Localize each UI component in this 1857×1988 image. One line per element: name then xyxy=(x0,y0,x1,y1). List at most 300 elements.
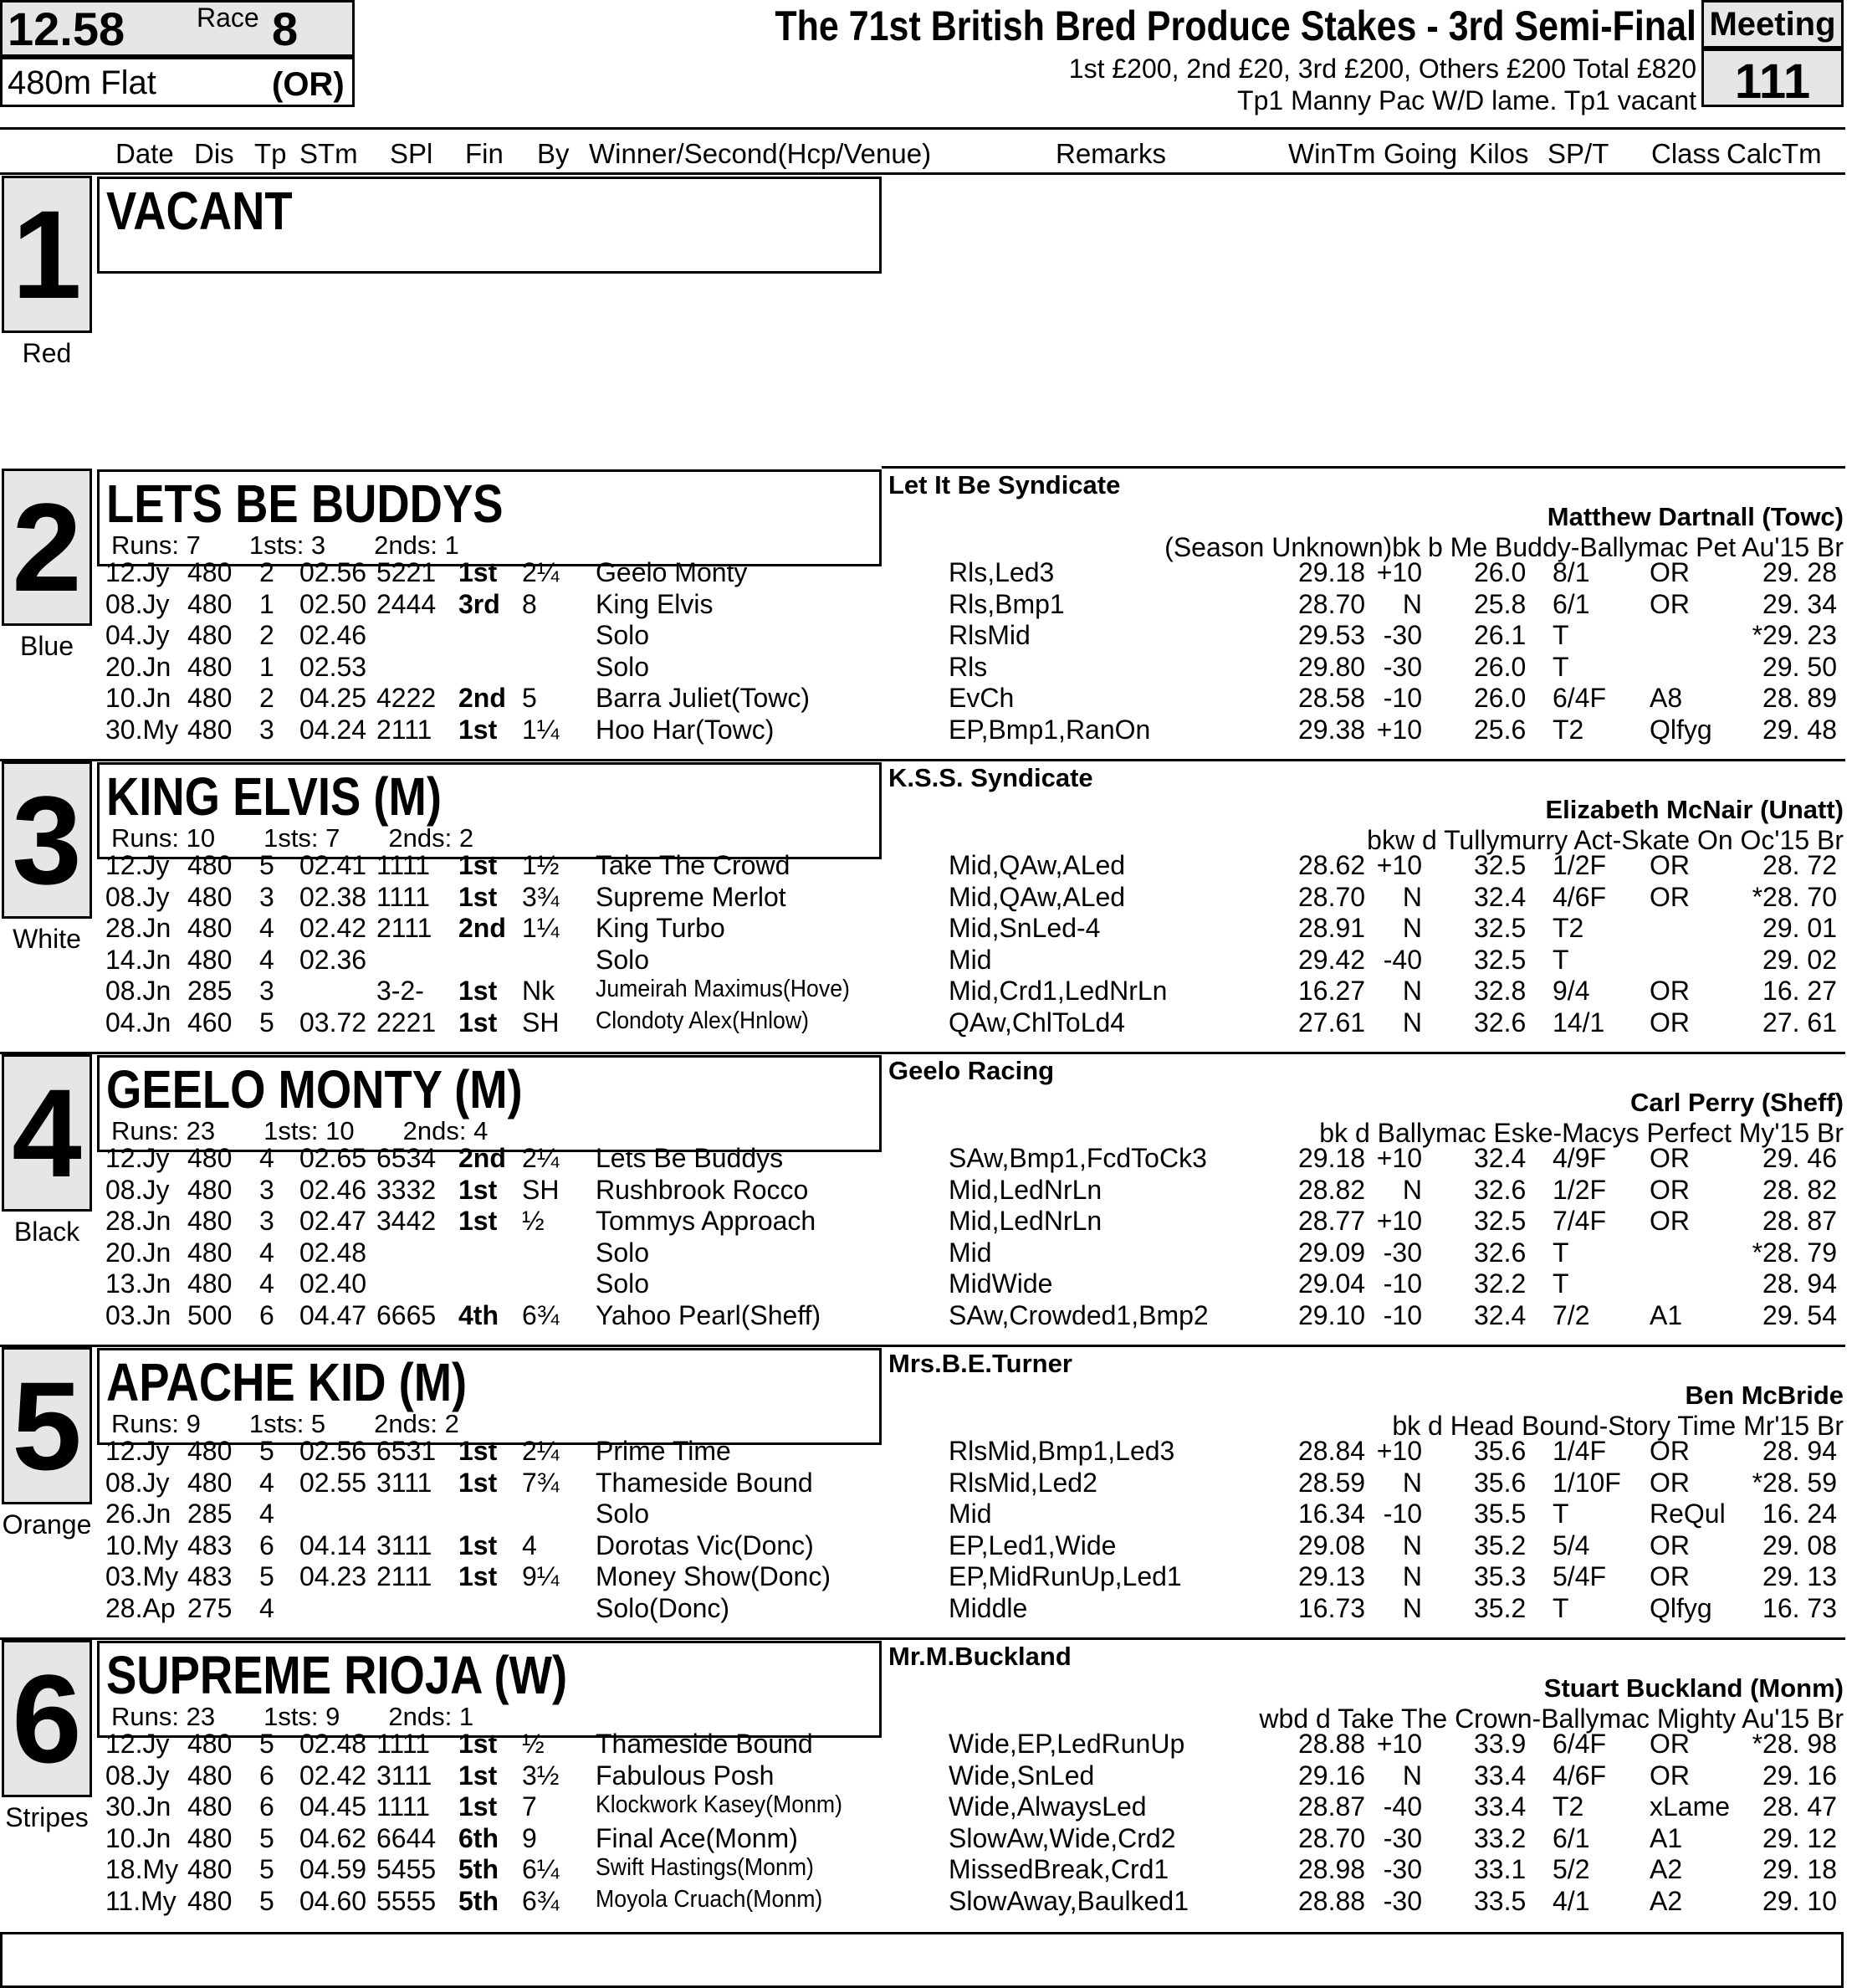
form-date: 26.Jn xyxy=(105,1499,171,1529)
form-tp: 5 xyxy=(259,1885,274,1916)
stat-firsts: 1sts: 10 xyxy=(263,1116,355,1145)
form-calctm: 29. 18 xyxy=(1762,1854,1837,1884)
form-tp: 3 xyxy=(259,1206,274,1236)
form-calctm: 16. 73 xyxy=(1762,1592,1837,1623)
form-by: 5 xyxy=(522,683,537,713)
form-fin: 1st xyxy=(458,1206,498,1236)
dog-owner: Mr.M.Buckland xyxy=(888,1642,1072,1671)
trap-number: 3 xyxy=(2,761,92,919)
form-class: OR xyxy=(1650,1206,1690,1236)
form-spl: 3111 xyxy=(376,1529,432,1560)
form-calctm: 16. 24 xyxy=(1762,1499,1837,1529)
form-class: A1 xyxy=(1650,1299,1683,1330)
form-by: 6¾ xyxy=(522,1885,560,1916)
form-spl: 2444 xyxy=(376,588,437,619)
form-calctm: 29. 02 xyxy=(1762,944,1837,975)
form-date: 10.Jn xyxy=(105,1822,171,1853)
form-fin: 1st xyxy=(458,557,498,587)
meeting-label-box xyxy=(1701,0,1844,49)
form-dis: 480 xyxy=(187,714,233,745)
form-kilos: 35.6 xyxy=(1474,1436,1527,1466)
form-remarks: Mid xyxy=(949,1499,992,1529)
stat-seconds: 2nds: 4 xyxy=(402,1116,489,1145)
form-spl: 6531 xyxy=(376,1436,437,1466)
form-row xyxy=(0,1145,1857,1176)
form-dis: 480 xyxy=(187,620,233,650)
form-kilos: 32.5 xyxy=(1474,944,1527,975)
form-winner: Dorotas Vic(Donc) xyxy=(596,1529,814,1560)
form-calctm: 27. 61 xyxy=(1762,1007,1837,1038)
form-going: -40 xyxy=(1383,1791,1422,1821)
form-fin: 1st xyxy=(458,1791,498,1821)
form-kilos: 32.5 xyxy=(1474,1206,1527,1236)
trap-divider xyxy=(0,1052,1845,1054)
form-tp: 5 xyxy=(259,1561,274,1591)
form-tp: 6 xyxy=(259,1529,274,1560)
form-remarks: SAw,Crowded1,Bmp2 xyxy=(949,1299,1209,1330)
form-kilos: 32.4 xyxy=(1474,881,1527,912)
form-remarks: Wide,AlwaysLed xyxy=(949,1791,1147,1821)
form-spt: 5/4F xyxy=(1553,1561,1607,1591)
form-fin: 1st xyxy=(458,881,498,912)
meeting-number-box xyxy=(1701,49,1844,107)
form-winner: King Turbo xyxy=(596,913,725,943)
dog-trainer: Carl Perry (Sheff) xyxy=(1630,1088,1844,1117)
form-tp: 4 xyxy=(259,944,274,975)
form-remarks: Mid xyxy=(949,1237,992,1268)
form-going: -10 xyxy=(1383,1499,1422,1529)
dog-name: VACANT xyxy=(106,181,293,241)
form-wintm: 16.27 xyxy=(1298,976,1366,1006)
form-stm: 04.24 xyxy=(299,714,367,745)
form-by: 2¼ xyxy=(522,1143,560,1173)
form-kilos: 26.0 xyxy=(1474,683,1527,713)
form-row xyxy=(0,1009,1857,1040)
form-row xyxy=(0,1176,1857,1207)
form-remarks: Mid xyxy=(949,944,992,975)
col-date: Date xyxy=(115,138,174,169)
form-remarks: Wide,SnLed xyxy=(949,1760,1095,1791)
form-dis: 480 xyxy=(187,557,233,587)
form-winner: Solo xyxy=(596,1499,650,1529)
form-kilos: 32.2 xyxy=(1474,1268,1527,1299)
form-by: 6¾ xyxy=(522,1299,560,1330)
form-tp: 6 xyxy=(259,1299,274,1330)
header-divider xyxy=(0,127,1845,130)
form-row xyxy=(0,946,1857,977)
form-remarks: EP,Bmp1,RanOn xyxy=(949,714,1151,745)
form-tp: 4 xyxy=(259,913,274,943)
dog-stats xyxy=(111,1409,508,1439)
race-note: Tp1 Manny Pac W/D lame. Tp1 vacant xyxy=(1237,85,1696,115)
dog-name-box xyxy=(97,469,882,566)
col-remarks: Remarks xyxy=(1056,138,1167,169)
form-stm: 04.14 xyxy=(299,1529,367,1560)
form-winner: Tommys Approach xyxy=(596,1206,816,1236)
form-dis: 275 xyxy=(187,1592,233,1623)
form-spt: 14/1 xyxy=(1553,1007,1605,1038)
form-by: 1½ xyxy=(522,850,560,880)
form-kilos: 35.6 xyxy=(1474,1467,1527,1498)
col-tp: Tp xyxy=(254,138,287,169)
form-class: OR xyxy=(1650,1561,1690,1591)
form-dis: 285 xyxy=(187,976,233,1006)
form-wintm: 29.18 xyxy=(1298,557,1366,587)
form-stm: 04.60 xyxy=(299,1885,367,1916)
form-wintm: 28.58 xyxy=(1298,683,1366,713)
race-label: Race xyxy=(197,3,259,33)
form-row xyxy=(0,1793,1857,1824)
form-tp: 3 xyxy=(259,881,274,912)
form-dis: 480 xyxy=(187,1206,233,1236)
form-spl: 3332 xyxy=(376,1174,437,1205)
form-dis: 500 xyxy=(187,1299,233,1330)
form-row xyxy=(0,559,1857,590)
form-going: -30 xyxy=(1383,651,1422,682)
form-kilos: 32.5 xyxy=(1474,850,1527,880)
form-row xyxy=(0,716,1857,747)
form-tp: 3 xyxy=(259,1174,274,1205)
form-kilos: 25.8 xyxy=(1474,588,1527,619)
form-by: 4 xyxy=(522,1529,537,1560)
form-tp: 1 xyxy=(259,651,274,682)
form-stm: 02.65 xyxy=(299,1143,367,1173)
form-stm: 02.46 xyxy=(299,620,367,650)
form-dis: 480 xyxy=(187,1268,233,1299)
dog-name: SUPREME RIOJA (W) xyxy=(106,1645,568,1705)
dog-name-box xyxy=(97,1348,882,1445)
form-calctm: 29. 12 xyxy=(1762,1822,1837,1853)
form-spt: 7/2 xyxy=(1553,1299,1590,1330)
form-by: 1¼ xyxy=(522,714,560,745)
form-going: -30 xyxy=(1383,1822,1422,1853)
footer-box xyxy=(0,1932,1844,1988)
form-going: -10 xyxy=(1383,1268,1422,1299)
form-tp: 5 xyxy=(259,1729,274,1759)
form-dis: 480 xyxy=(187,881,233,912)
form-row xyxy=(0,1762,1857,1793)
form-class: A1 xyxy=(1650,1822,1683,1853)
trap-colour: Blue xyxy=(19,631,74,661)
form-kilos: 33.9 xyxy=(1474,1729,1527,1759)
form-calctm: 29. 34 xyxy=(1762,588,1837,619)
form-row xyxy=(0,1563,1857,1594)
form-dis: 480 xyxy=(187,651,233,682)
form-kilos: 32.8 xyxy=(1474,976,1527,1006)
form-going: N xyxy=(1402,976,1422,1006)
form-fin: 1st xyxy=(458,1529,498,1560)
col-class: Class xyxy=(1651,138,1721,169)
form-remarks: Rls,Led3 xyxy=(949,557,1055,587)
form-date: 08.Jy xyxy=(105,1760,170,1791)
form-dis: 480 xyxy=(187,850,233,880)
form-spt: 1/4F xyxy=(1553,1436,1607,1466)
col-stm: STm xyxy=(299,138,358,169)
form-by: 9 xyxy=(522,1822,537,1853)
form-by: 7 xyxy=(522,1791,537,1821)
form-wintm: 16.73 xyxy=(1298,1592,1366,1623)
race-time-box xyxy=(0,0,355,57)
form-row xyxy=(0,977,1857,1008)
form-kilos: 26.0 xyxy=(1474,651,1527,682)
form-class: OR xyxy=(1650,850,1690,880)
form-remarks: SlowAway,Baulked1 xyxy=(949,1885,1189,1916)
form-remarks: RlsMid,Led2 xyxy=(949,1467,1097,1498)
form-spl: 1111 xyxy=(376,850,431,880)
race-distance: 480m Flat xyxy=(8,64,156,101)
form-spt: T2 xyxy=(1553,913,1584,943)
col-going: Going xyxy=(1384,138,1458,169)
form-stm: 02.53 xyxy=(299,651,367,682)
form-spl: 3-2- xyxy=(376,976,424,1006)
form-wintm: 29.80 xyxy=(1298,651,1366,682)
form-tp: 6 xyxy=(259,1791,274,1821)
form-winner: Moyola Cruach(Monm) xyxy=(596,1885,823,1913)
meeting-label: Meeting xyxy=(1709,6,1836,43)
form-stm: 02.40 xyxy=(299,1268,367,1299)
form-winner: Money Show(Donc) xyxy=(596,1561,831,1591)
form-going: +10 xyxy=(1376,1729,1422,1759)
form-wintm: 28.84 xyxy=(1298,1436,1366,1466)
form-wintm: 29.53 xyxy=(1298,620,1366,650)
form-wintm: 28.77 xyxy=(1298,1206,1366,1236)
form-dis: 480 xyxy=(187,1854,233,1884)
form-spl: 3111 xyxy=(376,1760,432,1791)
form-by: 6¼ xyxy=(522,1854,560,1884)
form-tp: 3 xyxy=(259,714,274,745)
form-date: 03.Jn xyxy=(105,1299,171,1330)
form-date: 04.Jn xyxy=(105,1007,171,1038)
form-kilos: 33.2 xyxy=(1474,1822,1527,1853)
form-calctm: 29. 46 xyxy=(1762,1143,1837,1173)
stat-seconds: 2nds: 2 xyxy=(388,823,474,853)
dog-owner: Let It Be Syndicate xyxy=(888,470,1121,500)
stat-firsts: 1sts: 5 xyxy=(248,1409,326,1438)
form-spl: 5455 xyxy=(376,1854,437,1884)
form-date: 20.Jn xyxy=(105,1237,171,1268)
form-wintm: 29.18 xyxy=(1298,1143,1366,1173)
form-date: 18.My xyxy=(105,1854,179,1884)
form-date: 08.Jy xyxy=(105,1467,170,1498)
form-dis: 480 xyxy=(187,1791,233,1821)
race-grade: (OR) xyxy=(272,66,345,103)
form-wintm: 29.04 xyxy=(1298,1268,1366,1299)
form-calctm: *28. 79 xyxy=(1752,1237,1837,1268)
form-stm: 02.42 xyxy=(299,913,367,943)
form-dis: 480 xyxy=(187,913,233,943)
form-fin: 2nd xyxy=(458,913,506,943)
race-title: The 71st British Bred Produce Stakes - 3rd Semi-Final xyxy=(775,3,1696,49)
form-class: OR xyxy=(1650,1007,1690,1038)
form-stm: 04.62 xyxy=(299,1822,367,1853)
column-header-divider xyxy=(0,172,1845,175)
stat-firsts: 1sts: 3 xyxy=(248,530,326,560)
form-spt: 4/1 xyxy=(1553,1885,1590,1916)
form-fin: 5th xyxy=(458,1854,499,1884)
form-date: 11.My xyxy=(105,1885,176,1916)
dog-name-box xyxy=(97,1641,882,1738)
form-by: 2¼ xyxy=(522,557,560,587)
form-winner: Klockwork Kasey(Monm) xyxy=(596,1791,843,1818)
form-kilos: 25.6 xyxy=(1474,714,1527,745)
form-calctm: 28. 89 xyxy=(1762,683,1837,713)
col-by: By xyxy=(537,138,570,169)
dog-name-box xyxy=(97,762,882,859)
form-kilos: 32.6 xyxy=(1474,1007,1527,1038)
form-spl: 5555 xyxy=(376,1885,437,1916)
form-row xyxy=(0,1856,1857,1887)
form-spl: 1111 xyxy=(376,1791,431,1821)
form-calctm: 28. 72 xyxy=(1762,850,1837,880)
form-date: 13.Jn xyxy=(105,1268,171,1299)
trap-divider xyxy=(0,1637,1845,1640)
form-tp: 4 xyxy=(259,1499,274,1529)
form-calctm: *28. 59 xyxy=(1752,1467,1837,1498)
form-remarks: EP,MidRunUp,Led1 xyxy=(949,1561,1182,1591)
form-tp: 3 xyxy=(259,976,274,1006)
form-date: 03.My xyxy=(105,1561,179,1591)
dog-breeding: bk d Ballymac Eske-Macys Perfect My'15 Br xyxy=(1319,1118,1844,1148)
form-remarks: EvCh xyxy=(949,683,1015,713)
trap-divider xyxy=(0,1345,1845,1347)
form-row xyxy=(0,1885,1857,1919)
form-dis: 480 xyxy=(187,1143,233,1173)
form-class: OR xyxy=(1650,1529,1690,1560)
form-stm: 03.72 xyxy=(299,1007,367,1038)
form-class: A8 xyxy=(1650,683,1683,713)
col-spl: SPl xyxy=(390,138,433,169)
form-going: -30 xyxy=(1383,1885,1422,1916)
form-date: 12.Jy xyxy=(105,1436,170,1466)
form-stm: 02.38 xyxy=(299,881,367,912)
form-winner: Clondoty Alex(Hnlow) xyxy=(596,1007,810,1034)
form-date: 08.Jy xyxy=(105,1174,170,1205)
form-tp: 2 xyxy=(259,683,274,713)
form-spt: 7/4F xyxy=(1553,1206,1607,1236)
form-fin: 1st xyxy=(458,1760,498,1791)
form-by: 2¼ xyxy=(522,1436,560,1466)
form-date: 12.Jy xyxy=(105,850,170,880)
meeting-number: 111 xyxy=(1734,54,1811,109)
form-kilos: 33.4 xyxy=(1474,1760,1527,1791)
form-tp: 5 xyxy=(259,1007,274,1038)
form-winner: Rushbrook Rocco xyxy=(596,1174,809,1205)
form-spt: T xyxy=(1553,1268,1569,1299)
form-wintm: 28.70 xyxy=(1298,1822,1366,1853)
form-row xyxy=(0,1469,1857,1500)
form-remarks: Mid,LedNrLn xyxy=(949,1174,1102,1205)
form-winner: Take The Crowd xyxy=(596,850,790,880)
form-class: Qlfyg xyxy=(1650,714,1712,745)
dog-breeding: bk d Head Bound-Story Time Mr'15 Br xyxy=(1392,1411,1844,1441)
form-wintm: 29.09 xyxy=(1298,1237,1366,1268)
form-remarks: Wide,EP,LedRunUp xyxy=(949,1729,1185,1759)
form-going: N xyxy=(1402,1007,1422,1038)
form-spt: 1/2F xyxy=(1553,1174,1607,1205)
form-date: 28.Jn xyxy=(105,913,171,943)
form-calctm: 28. 82 xyxy=(1762,1174,1837,1205)
form-going: -10 xyxy=(1383,1299,1422,1330)
form-kilos: 33.4 xyxy=(1474,1791,1527,1821)
form-fin: 1st xyxy=(458,1007,498,1038)
form-class: OR xyxy=(1650,1174,1690,1205)
form-stm: 04.45 xyxy=(299,1791,367,1821)
form-calctm: 29. 16 xyxy=(1762,1760,1837,1791)
col-dis: Dis xyxy=(194,138,234,169)
form-tp: 4 xyxy=(259,1467,274,1498)
form-date: 30.My xyxy=(105,714,179,745)
stat-runs: Runs: 23 xyxy=(111,1702,216,1731)
form-row xyxy=(0,1207,1857,1238)
form-tp: 5 xyxy=(259,1436,274,1466)
form-going: -30 xyxy=(1383,1854,1422,1884)
form-by: 1¼ xyxy=(522,913,560,943)
dog-stats xyxy=(111,1702,522,1732)
form-fin: 2nd xyxy=(458,1143,506,1173)
col-winner: Winner/Second(Hcp/Venue) xyxy=(589,138,932,169)
form-going: +10 xyxy=(1376,714,1422,745)
form-stm: 02.42 xyxy=(299,1760,367,1791)
form-tp: 5 xyxy=(259,850,274,880)
trap-divider xyxy=(882,466,1845,469)
form-fin: 1st xyxy=(458,1561,498,1591)
form-spl: 3111 xyxy=(376,1467,432,1498)
dog-breeding: (Season Unknown)bk b Me Buddy-Ballymac Pet Au'15 Br xyxy=(1164,532,1844,562)
form-spt: 6/4F xyxy=(1553,683,1607,713)
form-remarks: Rls,Bmp1 xyxy=(949,588,1065,619)
form-wintm: 29.10 xyxy=(1298,1299,1366,1330)
form-stm: 02.48 xyxy=(299,1237,367,1268)
form-kilos: 32.6 xyxy=(1474,1237,1527,1268)
form-winner: Final Ace(Monm) xyxy=(596,1822,798,1853)
form-remarks: Mid,LedNrLn xyxy=(949,1206,1102,1236)
form-row xyxy=(0,881,1857,915)
form-row xyxy=(0,1239,1857,1270)
form-dis: 285 xyxy=(187,1499,233,1529)
form-spl: 2111 xyxy=(376,913,432,943)
form-kilos: 32.4 xyxy=(1474,1143,1527,1173)
form-date: 12.Jy xyxy=(105,1729,170,1759)
form-winner: Yahoo Pearl(Sheff) xyxy=(596,1299,821,1330)
form-spt: 5/2 xyxy=(1553,1854,1590,1884)
stat-firsts: 1sts: 7 xyxy=(263,823,340,853)
form-class: Qlfyg xyxy=(1650,1592,1712,1623)
form-dis: 480 xyxy=(187,1760,233,1791)
form-fin: 4th xyxy=(458,1299,499,1330)
form-class: OR xyxy=(1650,976,1690,1006)
form-spl: 3442 xyxy=(376,1206,437,1236)
race-distance-box xyxy=(0,57,355,107)
form-winner: Fabulous Posh xyxy=(596,1760,775,1791)
form-wintm: 28.91 xyxy=(1298,913,1366,943)
form-wintm: 28.70 xyxy=(1298,881,1366,912)
form-row xyxy=(0,684,1857,715)
form-wintm: 29.42 xyxy=(1298,944,1366,975)
form-date: 08.Jy xyxy=(105,588,170,619)
form-wintm: 29.38 xyxy=(1298,714,1366,745)
form-class: OR xyxy=(1650,881,1690,912)
form-wintm: 28.59 xyxy=(1298,1467,1366,1498)
form-row xyxy=(0,1437,1857,1468)
form-winner: Solo xyxy=(596,1237,650,1268)
form-date: 14.Jn xyxy=(105,944,171,975)
form-going: N xyxy=(1402,913,1422,943)
form-dis: 483 xyxy=(187,1529,233,1560)
form-kilos: 35.2 xyxy=(1474,1529,1527,1560)
form-class: OR xyxy=(1650,557,1690,587)
form-remarks: Mid,QAw,ALed xyxy=(949,850,1126,880)
form-going: +10 xyxy=(1376,1143,1422,1173)
